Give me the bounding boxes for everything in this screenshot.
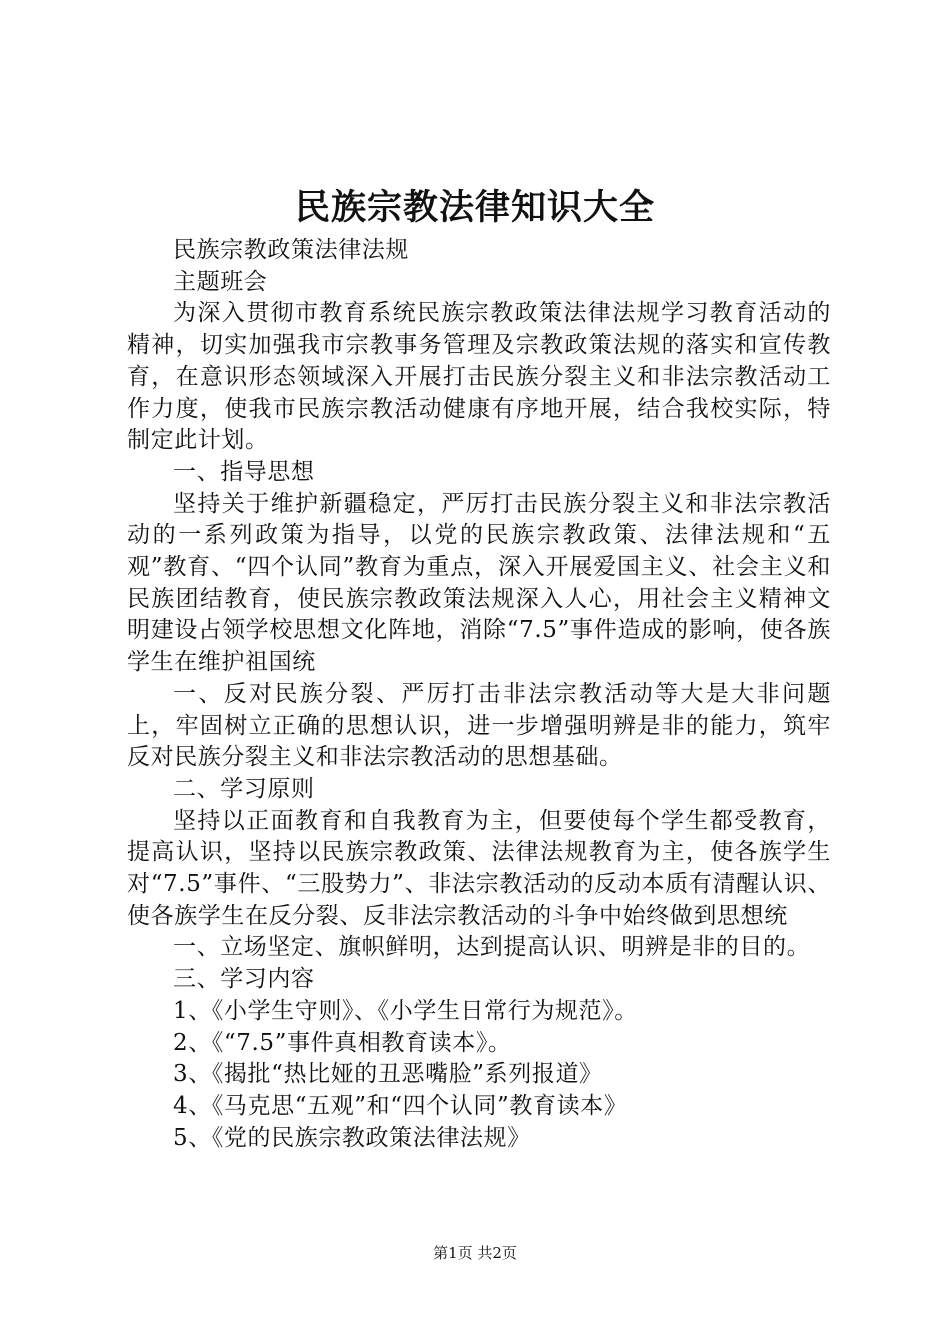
section-heading: 一、指导思想 (173, 458, 315, 485)
paragraph: 坚持关于维护新疆稳定，严厉打击民族分裂主义和非法宗教活动的一系列政策为指导，以党的民族宗教政策、法律法规和“五观”教育、“四个认同”教育为重点，深入开展爱国主义、社会主义和民族团结教育，使民族宗教政策法规深入人心，用社会主义精神文明建设占领学校思想文化阵地，消除“7.5”事件造成的影响，使各族学生在维护祖国统 (127, 490, 831, 676)
list-item: 3、《揭批“热比娅的丑恶嘴脸”系列报道》 (173, 1061, 603, 1088)
paragraph: 民族宗教政策法律法规 (173, 237, 409, 263)
paragraph: 一、反对民族分裂、严厉打击非法宗教活动等大是大非问题上，牢固树立正确的思想认识，进一步增强明辨是非的能力，筑牢反对民族分裂主义和非法宗教活动的思想基础。 (127, 680, 831, 771)
list-item: 2、《“7.5”事件真相教育读本》。 (173, 1029, 512, 1056)
list-item: 5、《党的民族宗教政策法律法规》 (173, 1124, 531, 1151)
paragraph: 主题班会 (173, 268, 268, 295)
document-title: 民族宗教法律知识大全 (294, 187, 655, 228)
paragraph: 坚持以正面教育和自我教育为主，但要使每个学生都受教育，提高认识，坚持以民族宗教政策、法律法规教育为主，使各族学生对“7.5”事件、“三股势力”、非法宗教活动的反动本质有清醒认识、使各族学生在反分裂、反非法宗教活动的斗争中始终做到思想统 (127, 807, 831, 929)
list-item: 1、《小学生守则》、《小学生日常行为规范》。 (173, 997, 638, 1024)
section-heading: 二、学习原则 (173, 775, 315, 802)
page-number-footer: 第1页 共2页 (433, 1244, 517, 1262)
paragraph: 一、立场坚定、旗帜鲜明，达到提高认识、明辨是非的目的。 (173, 934, 811, 961)
paragraph: 为深入贯彻市教育系统民族宗教政策法律法规学习教育活动的精神，切实加强我市宗教事务管理及宗教政策法规的落实和宣传教育，在意识形态领域深入开展打击民族分裂主义和非法宗教活动工作力度，使我市民族宗教活动健康有序地开展，结合我校实际，特制定此计划。 (127, 300, 831, 454)
section-heading: 三、学习内容 (173, 966, 315, 993)
document-body (127, 235, 831, 1154)
list-item: 4、《马克思“五观”和“四个认同”教育读本》 (173, 1092, 628, 1119)
